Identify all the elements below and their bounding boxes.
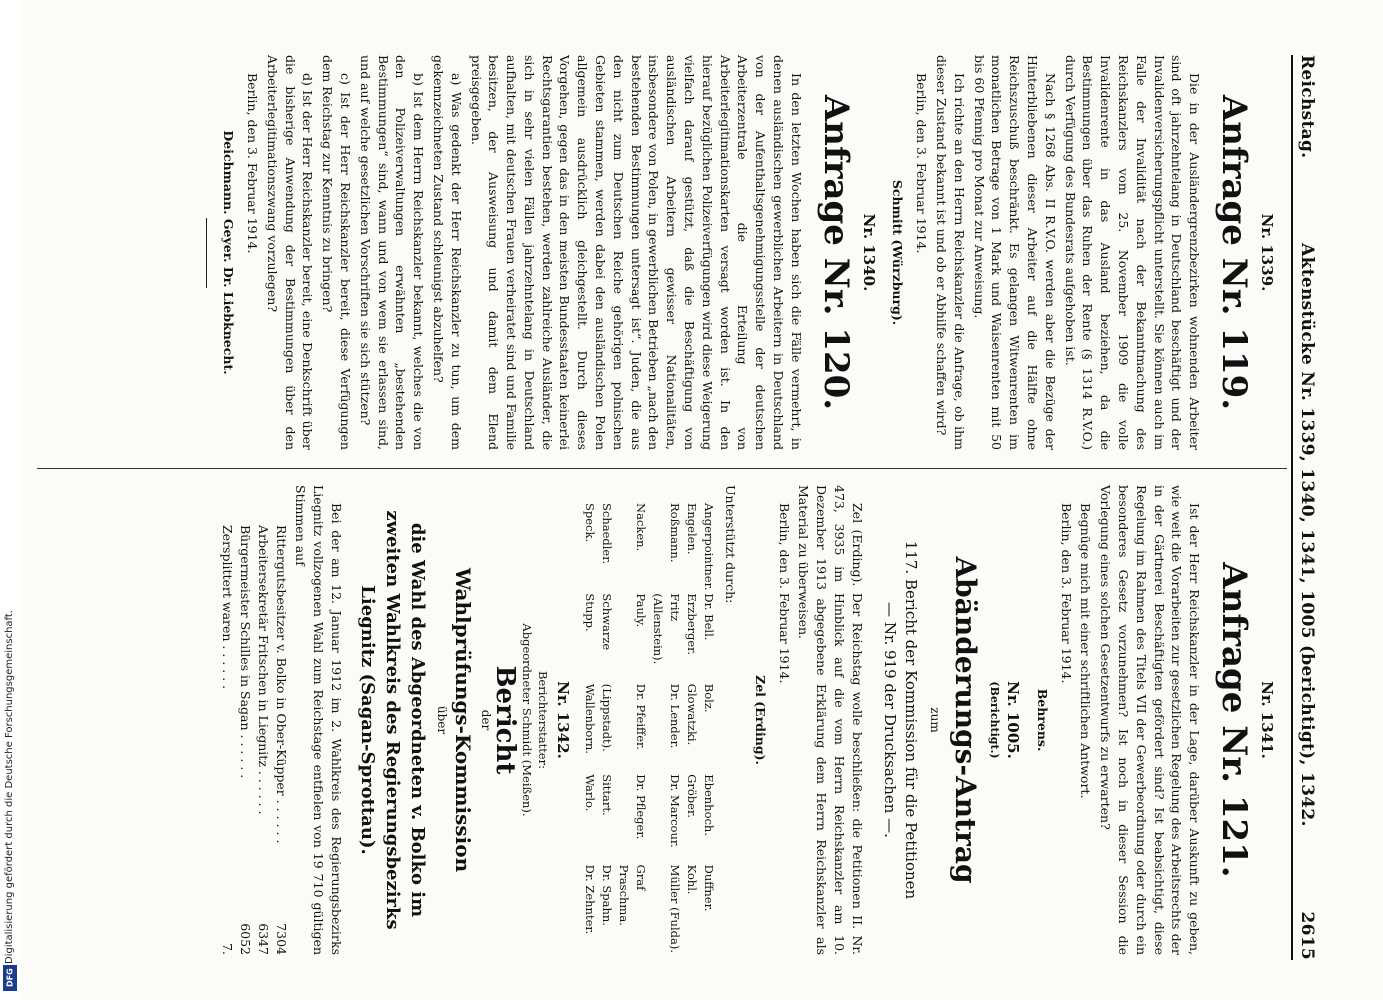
supporter-name: Dr. Bell. — [702, 593, 717, 641]
funding-note: Digitalisierung gefördert durch die Deutsche Forschungsgemeinschaft. — [4, 610, 15, 965]
header-title: Aktenstücke Nr. 1339, 1340, 1341, 1005 (berichtigt), 1342. — [1297, 243, 1317, 827]
drucksachen-line: — Nr. 919 der Drucksachen —. — [880, 602, 899, 838]
paragraph: Die in der Ausländergrenzbezirken wohnenden Arbeiter sind oft jahrzehntelang in Deutschland beschäftigt und der Invalidenversicherungspflicht unterstellt. Sie können auch im Falle der Invalidität nach der Bekanntmachung des Reichskanzlers vom 25. November 1909 die volle Invalidenrente in das Ausland beziehen, da die Bestimmungen über das Ruhen der Rente (§ 1314 R.V.O.) durch Verfügung des Bundesrats aufgehoben ist. — [1062, 55, 1203, 450]
names-intro: Unterstützt durch: — [723, 485, 739, 604]
result-label: Arbeitersekretär Fritschen in Liegnitz . . . . . . — [255, 525, 271, 815]
supporter-name: Pauly. — [634, 593, 649, 628]
supporter-name: Speck. — [583, 503, 598, 543]
result-label: Bürgermeister Schilles in Sagan . . . . . . — [237, 525, 253, 779]
signature: Behrens. — [1034, 688, 1050, 752]
berichtigt-label: (Berichtigt.) — [988, 681, 1002, 759]
result-label: Rittergutsbesitzer v. Bolko in Ober-Küpper . . . . . . — [273, 525, 289, 844]
paragraph: In den letzten Wochen haben sich die Fälle vermehrt, in denen ausländischen gewerblichen Arbeitern in Deutschland von der Aufenthaltsgenehmigungsstelle der deutschen Arbeiterzentrale die Erteilung von Arbeiterlegitimationskarten versagt worden ist. In den hierauf bezüglichen Polizeiverfügungen wird diese Weigerung vielfach darauf gestützt, daß die Beschäftigung von ausländischen Arbeitern gewisser Nationalitäten, insbesondere von Polen, in gewerblichen Betrieben „nach den bestehenden Bestimmungen untersagt ist“. Juden, die aus den nicht zum Deutschen Reiche gehörigen polnischen Gebieten stammen, werden dabei den ausländischen Polen allgemein ausdrücklich gleichgestellt. Durch dieses Vorgehen, gegen das in den meisten Bundesstaaten keinerlei Rechtsgarantien bestehen, werden zahlreiche Ausländer, die sich in sehr vielen Fällen jahrzehntelang in Deutschland aufhalten, mit deutschen Frauen verheiratet sind und Familie besitzen, der Ausweisung und damit dem Elend preisgegeben. — [468, 55, 804, 450]
nr-1339: Nr. 1339. — [1258, 213, 1276, 292]
page-header — [1297, 55, 1327, 960]
column-divider — [37, 468, 1287, 469]
nr-1342: Nr. 1342. — [554, 681, 573, 759]
supporter-name: Dr. Lender. — [668, 683, 683, 749]
supporter-name: Dr. Spahn. — [600, 864, 615, 926]
result-row — [218, 525, 236, 955]
result-value: 7304 — [273, 923, 289, 955]
signature: Schmitt (Würzburg). — [890, 179, 906, 326]
vote-results — [218, 525, 290, 955]
date-line: Berlin, den 3. Februar 1914. — [776, 503, 792, 684]
supporter-name: Wallenborn. — [583, 683, 598, 754]
supporter-name: Dr. Pfleger. — [634, 774, 649, 840]
supporter-names — [581, 503, 717, 955]
supporter-name: Fritz (Allenstein). — [651, 593, 683, 665]
anfrage-120-title: Anfrage Nr. 120. — [815, 94, 856, 411]
question-a: a) Was gedenkt der Herr Reichskanzler zu tun, um dem gekennzeichneten Zustand schleunigst abzuhelfen? — [430, 55, 464, 450]
date-line: Berlin, den 3. Februar 1914. — [1058, 503, 1074, 684]
paragraph: Nach § 1268 Abs. II R.V.O. werden aber die Bezüge der Hinterbliebenen dieser Arbeiter auf die Hälfte ohne Reichszuschuß beschränkt. Es gelangen Witwenrenten im monatlichen Betrage von 1 Mark und Waisenrenten mit 50 bis 60 Pfennig pro Monat zur Anweisung. — [971, 55, 1058, 450]
result-row — [236, 525, 254, 955]
paragraph: Begnüge mich mit einer schriftlichen Antwort. — [1078, 503, 1094, 799]
supporter-name: Engelen. — [685, 503, 700, 555]
date-line: Berlin, den 3. Februar 1914. — [244, 73, 260, 254]
nr-1340: Nr. 1340. — [859, 213, 878, 292]
signature: Deichmann. Geyer. Dr. Liebknecht. — [221, 130, 237, 375]
kommission-bericht-line: 117. Bericht der Kommission für die Petitionen — [901, 540, 920, 900]
der-label: der — [478, 709, 493, 731]
signature: Zel (Erding). — [752, 675, 768, 765]
ueber-label: über — [434, 705, 449, 735]
supporter-name: Ebenhoch. — [702, 774, 717, 836]
supporter-name: Dr. Marcour. — [668, 774, 683, 848]
supporter-name: Glowatzki. — [685, 683, 700, 746]
zum-label: zum — [928, 707, 943, 733]
supporter-name: Angerpointner. — [702, 503, 717, 591]
supporter-name: Graf Praschma. — [617, 864, 649, 926]
bericht-title: Bericht — [490, 665, 521, 775]
abaenderungs-antrag-title: Abänderungs-Antrag — [949, 556, 983, 884]
supporter-name: Stupp. — [583, 593, 598, 632]
right-column — [218, 485, 1283, 955]
left-column — [194, 55, 1283, 450]
supporter-name: Kohl. — [685, 864, 700, 895]
supporter-name: Dr. Zehnter. — [583, 864, 598, 935]
supporter-name: Nacken. — [634, 503, 649, 552]
result-row — [254, 525, 272, 955]
paragraph: Bei der am 12. Januar 1912 im 2. Wahlkreis des Regierungsbezirks Liegnitz vollzogenen Wahl zum Reichstage entfielen von 19 710 gültigen Stimmen auf — [293, 485, 345, 955]
result-label: Zersplittert waren . . . . . . — [219, 525, 235, 690]
supporter-name: Bolz. — [702, 683, 717, 713]
supporter-name: (Lippstadt). — [600, 683, 615, 752]
wahlpruefungs-kommission-title: Wahlprüfungs-Kommission — [450, 567, 475, 873]
supporter-name: Müller (Fulda). — [668, 864, 683, 953]
wahl-subject: die Wahl des Abgeordneten v. Bolko im zweiten Wahlkreis des Regierungsbezirks Liegnitz (Sagan-Sprottau). — [357, 510, 429, 930]
anfrage-119-title: Anfrage Nr. 119. — [1214, 94, 1255, 411]
supporter-name: Warlo. — [583, 774, 598, 812]
paragraph: Zel (Erding). Der Reichstag wolle beschließen: die Petitionen II. Nr. 473, 3935 im Hinblick auf die vom Herrn Reichskanzler am 10. Dezember 1913 abgegebene Erklärung dem Herrn Reichskanzler als Material zu überweisen. — [796, 485, 865, 955]
section-rule — [206, 218, 207, 288]
paragraph: Ich richte an den Herrn Reichskanzler die Anfrage, ob ihm dieser Zustand bekannt ist und ob er Abhilfe schaffen wird? — [934, 55, 967, 450]
question-c: c) Ist der Herr Reichskanzler bereit, diese Verfügungen dem Reichstag zur Kenntnis zu bringen? — [320, 55, 353, 450]
result-value: 6347 — [255, 923, 271, 955]
footer-strip — [0, 0, 20, 1000]
result-value: 7. — [219, 943, 235, 955]
supporter-name: Sittart. — [600, 774, 615, 816]
supporter-name: Roßmann. — [668, 503, 683, 563]
supporter-name: Gröber. — [685, 774, 700, 818]
result-row — [272, 525, 290, 955]
result-value: 6052 — [237, 923, 253, 955]
question-b: b) Ist dem Herrn Reichskanzler bekannt, welches die von den Polizeiverwaltungen erwähnten „bestehenden Bestimmungen“ sind, wann und von wem sie erlassen sind, und auf welche gesetzlichen Vorschriften sie sich stützen? — [357, 55, 427, 450]
berichterstatter-name: Abgeordneter Schmidt (Meißen). — [520, 623, 535, 817]
supporter-name: Schwarze — [600, 593, 615, 651]
supporter-name: Schaedler. — [600, 503, 615, 565]
supporter-name: Duffner. — [702, 864, 717, 912]
header-left: Reichstag. — [1297, 55, 1317, 159]
date-line: Berlin, den 3. Februar 1914. — [914, 73, 930, 254]
dfg-logo: DFG — [3, 965, 17, 991]
supporter-name: Dr. Pfeiffer. — [634, 683, 649, 750]
anfrage-121-title: Anfrage Nr. 121. — [1214, 562, 1255, 878]
question-d: d) Ist der Herr Reichskanzler bereit, eine Denkschrift über die bisherige Anwendung der Bestimmungen über den Arbeiterlegitimationszwang vorzulegen? — [264, 55, 316, 450]
nr-1005: Nr. 1005. — [1004, 681, 1023, 759]
header-rule — [1291, 55, 1293, 960]
nr-1341: Nr. 1341. — [1258, 681, 1276, 759]
supporter-name: Erzberger. — [685, 593, 700, 656]
page-number: 2615 — [1297, 911, 1317, 960]
paragraph: Ist der Herr Reichskanzler in der Lage, darüber Auskunft zu geben, wie weit die Vorarbeiten zur gesetzlichen Regelung des Arbeitsrechts der in der Gärtnerei Beschäftigten gefördert sind? Ist beabsichtigt, diese Regelung im Rahmen des Titels VII der Gewerbeordnung oder durch ein besonderes Gesetz vorzunehmen? Ist noch in dieser Session die Vorlegung eines solchen Gesetzentwurfs zu erwarten? — [1098, 485, 1203, 955]
berichterstatter-label: Berichterstatter: — [536, 670, 551, 769]
